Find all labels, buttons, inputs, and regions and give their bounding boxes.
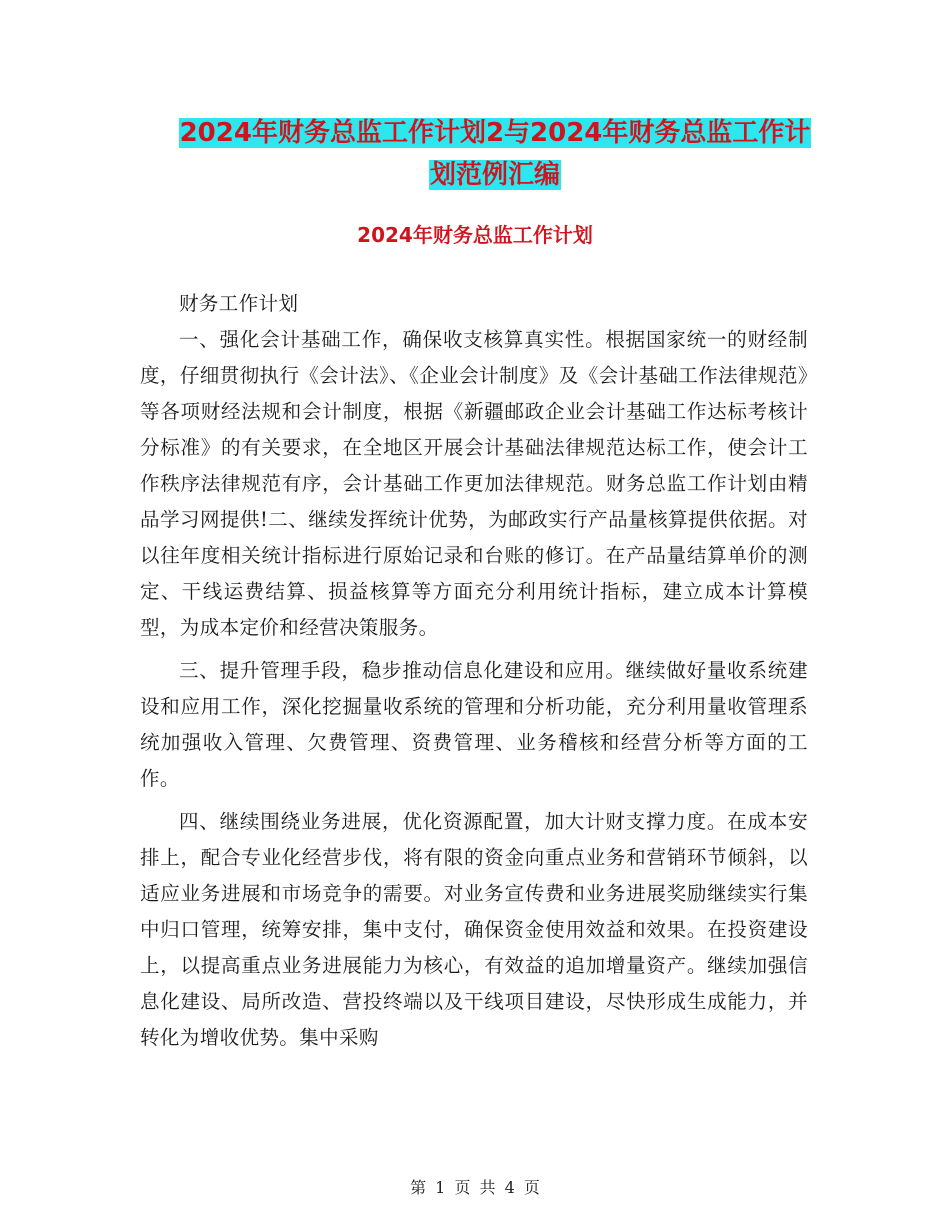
page-footer: 第 1 页 共 4 页 [410, 1178, 540, 1197]
paragraph-heading: 财务工作计划 [179, 292, 299, 315]
paragraph: 三、提升管理手段，稳步推动信息化建设和应用。继续做好量收系统建设和应用工作，深化挖掘量收系统的管理和分析功能，充分利用量收管理系统加强收入管理、欠费管理、资费管理、业务稽核和经营分析等方面的工作。 [140, 659, 808, 790]
paragraph: 四、继续围绕业务进展，优化资源配置，加大计财支撑力度。在成本安排上，配合专业化经营步伐，将有限的资金向重点业务和营销环节倾斜，以适应业务进展和市场竞争的需要。对业务宣传费和业务进展奖励继续实行集中归口管理，统筹安排，集中支付，确保资金使用效益和效果。在投资建设上，以提高重点业务进展能力为核心，有效益的追加增量资产。继续加强信息化建设、局所改造、营投终端以及干线项目建设，尽快形成生成能力，并转化为增收优势。集中采购 [140, 810, 808, 1049]
paragraph: 一、强化会计基础工作，确保收支核算真实性。根据国家统一的财经制度，仔细贯彻执行《会计法》、《企业会计制度》及《会计基础工作法律规范》等各项财经法规和会计制度，根据《新疆邮政企业会计基础工作达标考核计分标准》的有关要求，在全地区开展会计基础法律规范达标工作，使会计工作秩序法律规范有序，会计基础工作更加法律规范。财务总监工作计划由精品学习网提供!二、继续发挥统计优势，为邮政实行产品量核算提供依据。对以往年度相关统计指标进行原始记录和台账的修订。在产品量结算单价的测定、干线运费结算、损益核算等方面充分利用统计指标，建立成本计算模型，为成本定价和经营决策服务。 [140, 328, 808, 639]
document-body [140, 286, 808, 1056]
section-title: 2024年财务总监工作计划 [357, 223, 593, 247]
document-title [140, 112, 850, 196]
title-line-1: 2024年财务总监工作计划2与2024年财务总监工作计 [179, 118, 811, 148]
title-line-2: 划范例汇编 [429, 160, 560, 190]
